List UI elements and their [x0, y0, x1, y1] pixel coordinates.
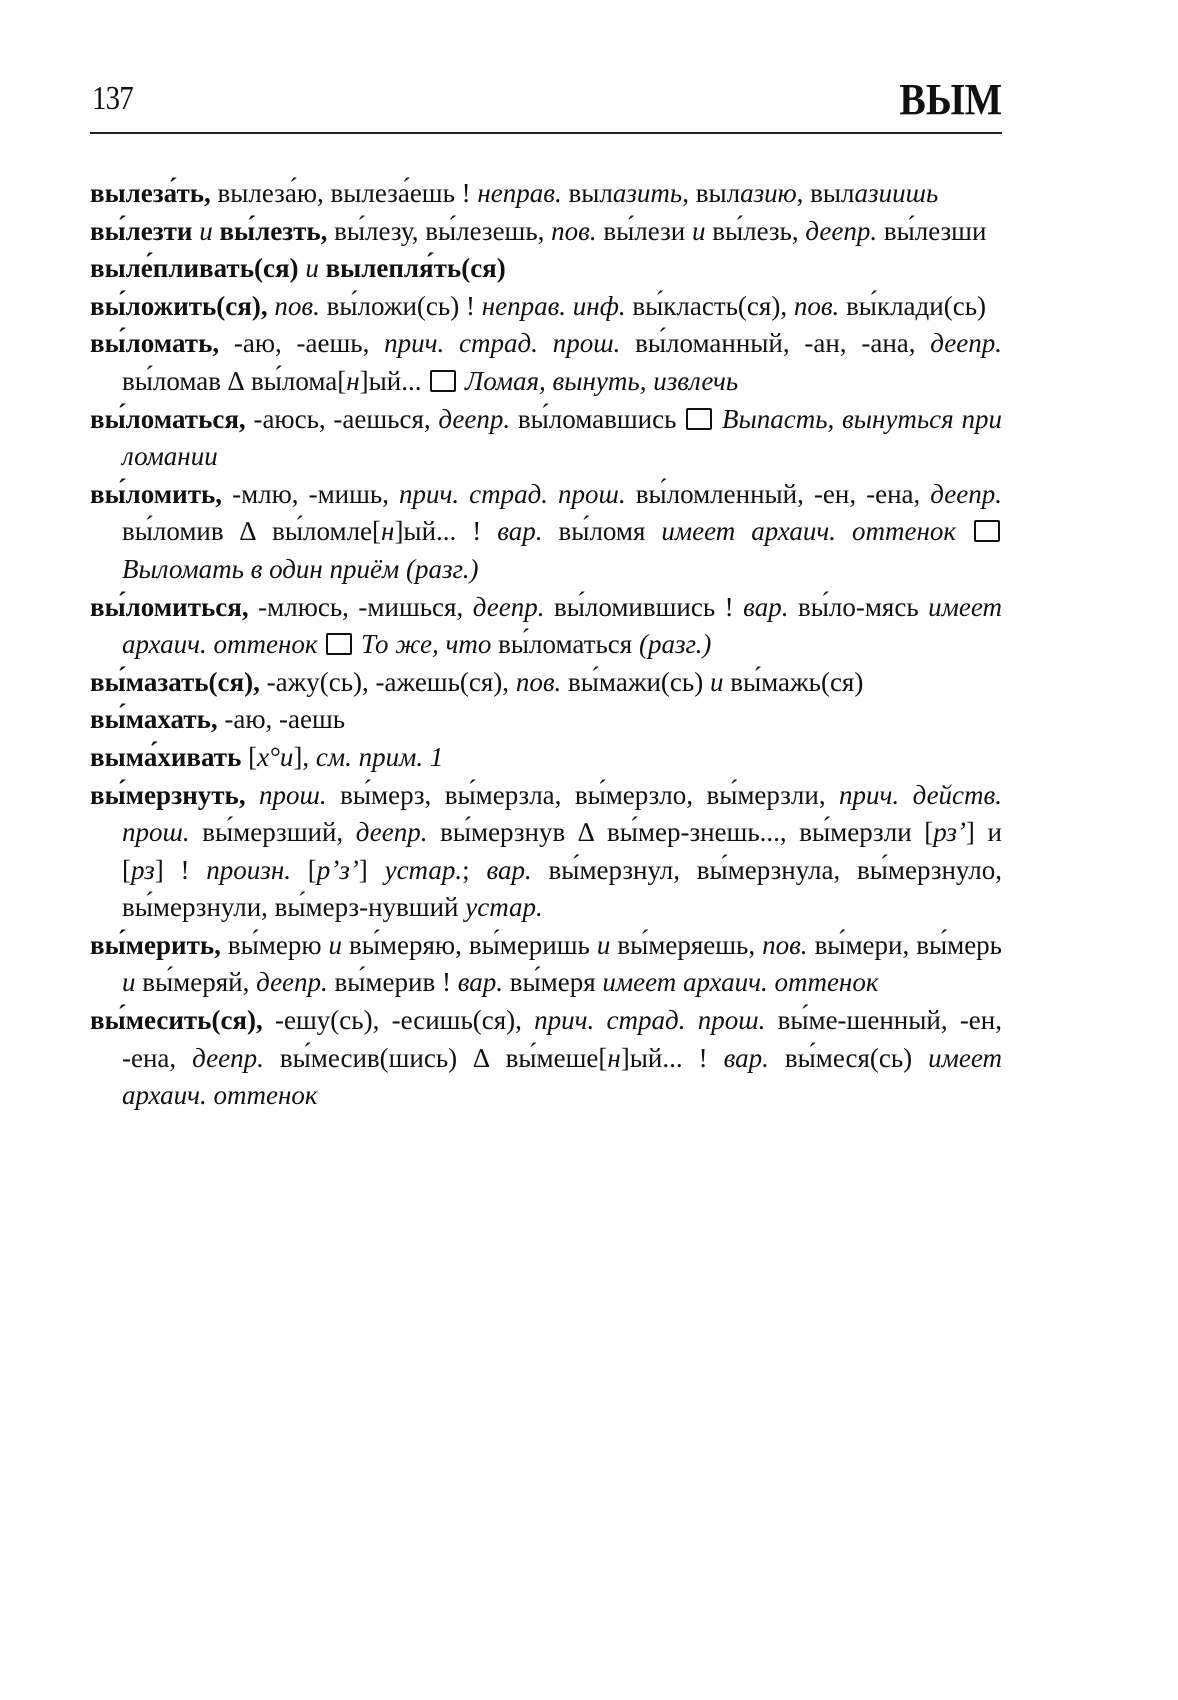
italic-note: см. прим. 1	[315, 741, 444, 772]
italic-note: устар.	[465, 892, 543, 923]
italic-note: вар.	[457, 967, 503, 998]
entry-text: вы́меряй,	[135, 967, 257, 998]
italic-note: деепр.	[256, 967, 328, 998]
entry-text: [	[241, 741, 258, 772]
entry-text: вылеза́ю, вылеза́ешь !	[210, 178, 478, 208]
italic-note: азить	[612, 178, 683, 208]
entry-text: вы́ломанный, -ан, -ана,	[620, 328, 931, 359]
entry-text: ]ый... !	[394, 516, 498, 547]
dictionary-entry	[90, 325, 1002, 400]
headword: вы́махать,	[90, 704, 218, 735]
entry-text: -аю, -аешь	[217, 704, 346, 735]
italic-note: рзʼ	[933, 817, 966, 848]
italic-note: произн.	[206, 854, 291, 885]
entry-text: вы́ло-мясь	[788, 591, 929, 622]
italic-note: н	[381, 516, 395, 547]
italic-note: Выпасть, вынуться при ломании	[122, 403, 1002, 472]
entry-text: вы́мерзший,	[189, 817, 356, 848]
italic-note: имеет архаич. оттенок	[602, 967, 879, 998]
definition-box-icon	[430, 370, 456, 392]
guide-word: ВЫМ	[899, 75, 1002, 124]
entry-text	[956, 516, 972, 546]
italic-note: рз	[131, 854, 155, 885]
entry-text: вы́меря	[503, 967, 603, 998]
italic-note: пов.	[793, 290, 840, 321]
italic-note: имеет архаич. оттенок	[661, 516, 956, 547]
entry-text: вы́меся(сь)	[768, 1042, 929, 1073]
italic-note: Ломая, вынуть, извлечь	[458, 365, 739, 396]
dictionary-entry	[90, 250, 1002, 288]
italic-note: прич. страд. прош.	[384, 328, 621, 359]
entry-text: вы́мерив !	[327, 967, 458, 998]
headword: выма́хивать	[90, 741, 242, 772]
page-number: 137	[92, 80, 133, 117]
italic-note: пов.	[515, 666, 562, 697]
headword: выле́пливать(ся)	[90, 253, 299, 284]
entry-text: вы́ломавшись	[510, 403, 685, 434]
headword: вы́ломаться,	[90, 403, 246, 434]
italic-note: (разг.)	[638, 629, 712, 660]
dictionary-entry	[90, 476, 1002, 589]
italic-note: неправ. инф.	[481, 290, 626, 321]
dictionary-page	[90, 70, 1003, 1111]
entry-text: ]ый... !	[620, 1042, 724, 1073]
italic-note: имеет архаич. оттенок	[122, 591, 1002, 660]
entry-text: выл	[561, 178, 613, 208]
italic-note: деепр.	[930, 478, 1002, 509]
definition-box-icon	[326, 633, 352, 655]
entry-text: вы́мерз, вы́мерзла, вы́мерзло, вы́мерзли,	[326, 779, 840, 810]
entry-text: , выл	[682, 178, 741, 208]
dictionary-entry	[90, 1002, 1002, 1115]
entry-text: вы́ломя	[542, 516, 662, 547]
entry-text: -ажу(сь), -ажешь(ся),	[259, 666, 516, 697]
italic-note: азию	[740, 178, 797, 208]
italic-note: рʼзʼ	[316, 854, 359, 885]
entry-text: вы́лезь,	[705, 215, 806, 246]
entry-text: вы́мери, вы́мерь	[807, 929, 1002, 960]
headword: вы́ломать,	[90, 328, 220, 359]
headword: вы́ложить(ся),	[90, 290, 268, 321]
dictionary-entry	[90, 589, 1002, 664]
entry-text: вы́ложи(сь) !	[319, 290, 482, 321]
italic-note: н	[607, 1042, 621, 1073]
dictionary-entry	[90, 175, 1002, 213]
italic-note: вар.	[743, 591, 789, 622]
headword: вы́мерзнуть,	[90, 779, 246, 810]
entry-text: вы́мерзнул, вы́мерзнула, вы́мерзнуло, вы́мерзнули, вы́мерз-нувший	[122, 854, 1002, 923]
italic-note: пов.	[551, 215, 597, 246]
entry-text: ]	[358, 854, 385, 885]
italic-note: и	[298, 253, 326, 284]
italic-note: и	[691, 215, 706, 246]
definition-box-icon	[686, 408, 712, 430]
italic-note: и	[192, 215, 220, 246]
headword: вы́мерить,	[90, 929, 221, 960]
entry-text	[317, 629, 324, 659]
entry-list	[90, 175, 1002, 1115]
entry-text: вы́класть(ся),	[625, 290, 794, 321]
headword: вы́лезти	[90, 215, 193, 246]
entry-text: вы́мерю	[220, 929, 329, 960]
italic-note: То же, что	[354, 629, 492, 660]
headword: вы́мазать(ся),	[90, 666, 260, 697]
italic-note: деепр.	[930, 328, 1002, 359]
entry-text: вы́меряю, вы́меришь	[342, 929, 597, 960]
dictionary-entry	[90, 664, 1002, 702]
italic-note: х°и	[257, 741, 294, 772]
entry-text: [	[290, 854, 317, 885]
entry-text: вы́мерзнув ∆ вы́мер-знешь..., вы́мерзли [	[427, 817, 934, 848]
entry-text: ],	[293, 741, 316, 772]
italic-note: вар.	[723, 1042, 769, 1073]
entry-text: -аю, -аешь,	[219, 328, 385, 359]
headword: вы́месить(ся),	[90, 1005, 263, 1036]
dictionary-entry	[90, 701, 1002, 739]
dictionary-entry	[90, 927, 1002, 1002]
headword: вы́ломить,	[90, 478, 223, 509]
entry-text: ]ый...	[359, 365, 429, 396]
entry-text: ] и [	[122, 817, 1002, 885]
entry-text: вы́клади(сь)	[839, 290, 986, 321]
italic-note: деепр.	[355, 817, 428, 848]
entry-text: вы́ломав ∆ вы́лома[	[122, 365, 347, 396]
italic-note: неправ.	[477, 178, 562, 208]
entry-text: вы́лези	[596, 215, 692, 246]
header-rule	[90, 132, 1002, 134]
page-header	[90, 70, 1002, 132]
entry-text: вы́ме-шенный, -ен, -ена,	[122, 1005, 1002, 1073]
entry-text: ;	[462, 854, 487, 885]
italic-note: прич. страд. прош.	[534, 1005, 766, 1036]
italic-note: вар.	[497, 516, 543, 547]
entry-text: вы́мажи(сь)	[561, 666, 710, 697]
italic-note: прош.	[245, 779, 327, 810]
entry-text: вы́лезу, вы́лезешь,	[327, 215, 552, 246]
entry-text: -ешу(сь), -есишь(ся),	[262, 1005, 535, 1036]
headword: вылеза́ть,	[90, 178, 211, 208]
definition-box-icon	[974, 520, 1000, 542]
headword: вы́ломиться,	[90, 591, 249, 622]
italic-note: и	[596, 929, 611, 960]
headword: вылепля́ть(ся)	[325, 253, 506, 284]
italic-note: деепр.	[438, 403, 511, 434]
italic-note: и	[709, 666, 724, 697]
italic-note: азиишь	[854, 178, 939, 208]
italic-note: Выломать в один приём (разг.)	[122, 553, 479, 584]
entry-text: вы́месив(шись) ∆ вы́меше[	[263, 1042, 608, 1073]
entry-text: вы́мажь(ся)	[723, 666, 864, 697]
italic-note: пов.	[762, 929, 808, 960]
entry-text: , выл	[796, 178, 855, 208]
dictionary-entry	[90, 401, 1002, 476]
entry-text: вы́лезши	[877, 215, 987, 246]
headword: вы́лезть,	[219, 215, 328, 246]
entry-text: ] !	[154, 854, 207, 885]
italic-note: деепр.	[472, 591, 545, 622]
entry-text: вы́ломившись !	[544, 591, 744, 622]
italic-note: устар.	[384, 854, 463, 885]
italic-note: деепр.	[192, 1042, 264, 1073]
entry-text: -аюсь, -аешься,	[245, 403, 439, 434]
dictionary-entry	[90, 213, 1002, 251]
italic-note: и	[328, 929, 343, 960]
entry-text: вы́ломив ∆ вы́ломле[	[122, 516, 382, 547]
dictionary-entry	[90, 739, 1002, 777]
italic-note: деепр.	[805, 215, 878, 246]
entry-text: -млю, -мишь,	[222, 478, 399, 509]
entry-text: вы́ломаться	[491, 629, 639, 660]
italic-note: прич. действ. прош.	[122, 779, 1003, 848]
italic-note: имеет архаич. оттенок	[122, 1042, 1002, 1111]
italic-note: н	[346, 365, 360, 396]
italic-note: прич. страд. прош.	[398, 478, 626, 509]
italic-note: пов.	[267, 290, 320, 321]
dictionary-entry	[90, 777, 1002, 927]
entry-text: вы́ломленный, -ен, -ена,	[625, 478, 931, 509]
dictionary-entry	[90, 288, 1002, 326]
italic-note: вар.	[486, 854, 532, 885]
entry-text: вы́меряешь,	[610, 929, 763, 960]
italic-note: и	[122, 967, 136, 998]
entry-text: -млюсь, -мишься,	[248, 591, 473, 622]
